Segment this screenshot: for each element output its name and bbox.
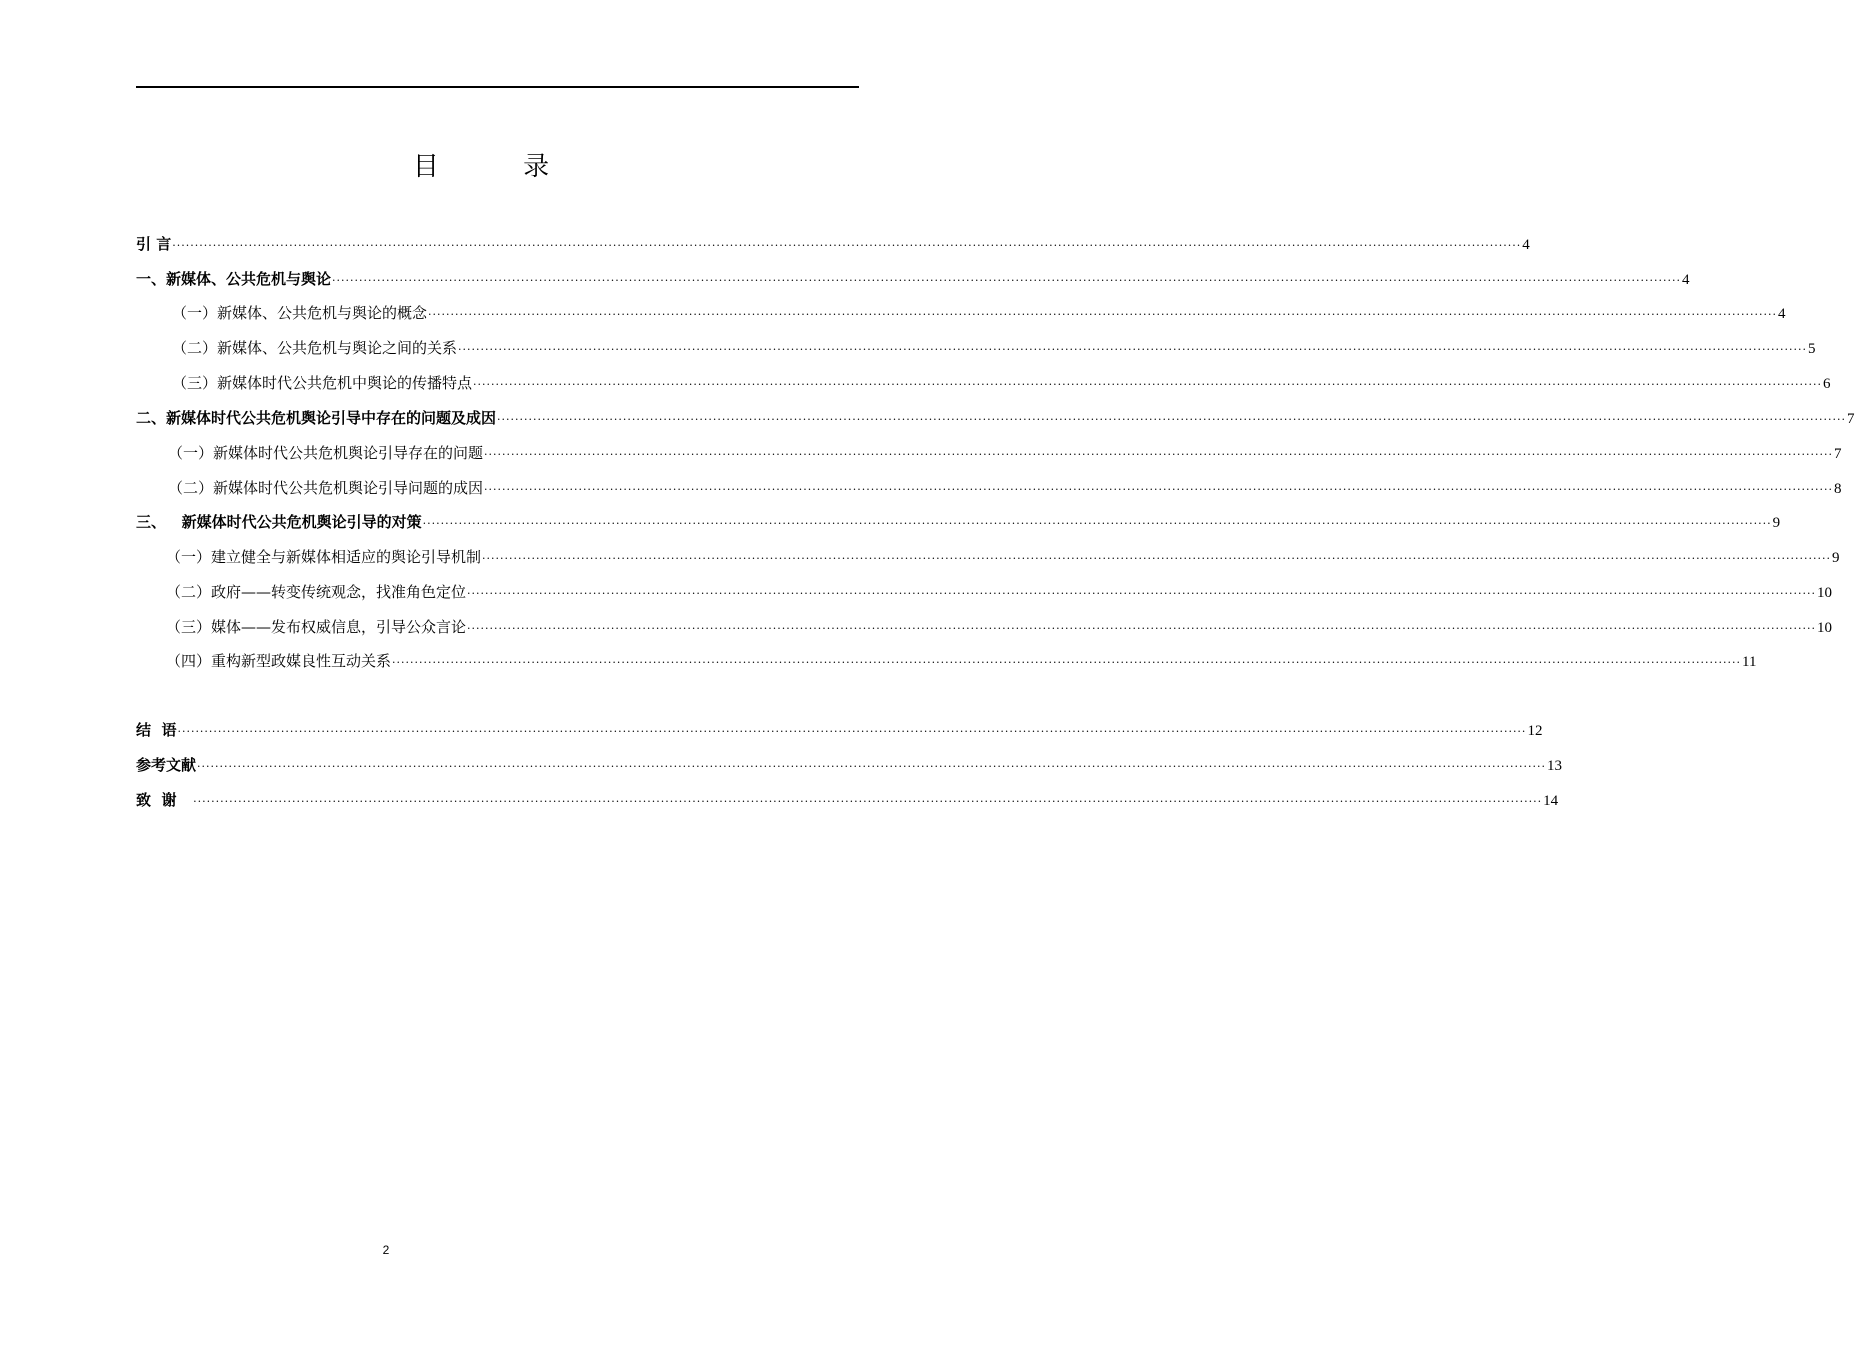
toc-entry-label: （一）建立健全与新媒体相适应的舆论引导机制 bbox=[166, 548, 482, 566]
toc-page-number: 4 bbox=[1778, 306, 1786, 322]
toc-page-number: 7 bbox=[1847, 411, 1855, 427]
dot-leader: ············································································································································································································································································································ bbox=[467, 587, 1816, 600]
toc-entry-label: 参考文献 bbox=[136, 756, 197, 774]
toc-entry-label: （二）新媒体、公共危机与舆论之间的关系 bbox=[172, 339, 458, 357]
toc-entry-label: （四）重构新型政媒良性互动关系 bbox=[166, 652, 392, 670]
toc-entry-label: （一）新媒体时代公共危机舆论引导存在的问题 bbox=[168, 444, 484, 462]
toc-page-number: 8 bbox=[1834, 481, 1842, 497]
dot-leader: ············································································································································································································································································································ bbox=[332, 274, 1681, 287]
toc-page-number: 13 bbox=[1547, 758, 1562, 774]
toc-page-number: 7 bbox=[1834, 446, 1842, 462]
dot-leader: ············································································································································································································································································································ bbox=[473, 378, 1822, 391]
toc-page-number: 4 bbox=[1682, 272, 1690, 288]
toc-page-number: 10 bbox=[1817, 585, 1832, 601]
dot-leader: ············································································································································································································································································································ bbox=[177, 725, 1527, 738]
toc-entry-section-2-1[interactable] bbox=[168, 441, 1842, 465]
dot-leader: ············································································································································································································································································································ bbox=[197, 760, 1546, 773]
header-rule bbox=[136, 86, 859, 88]
toc-entry-label: （三）新媒体时代公共危机中舆论的传播特点 bbox=[172, 374, 473, 392]
toc-page-number: 4 bbox=[1522, 237, 1530, 253]
dot-leader: ············································································································································································································································································································ bbox=[484, 448, 1833, 461]
dot-leader: ············································································································································································································································································································ bbox=[428, 308, 1777, 321]
toc-entry-label: 结 语 bbox=[136, 721, 177, 739]
toc-entry-label: （二）政府——转变传统观念，找准角色定位 bbox=[166, 583, 467, 601]
dot-leader: ············································································································································································································································································································ bbox=[458, 343, 1807, 356]
toc-entry-conclusion[interactable] bbox=[136, 718, 1543, 742]
toc-entry-label: （二）新媒体时代公共危机舆论引导问题的成因 bbox=[168, 479, 484, 497]
toc-page-number: 10 bbox=[1817, 620, 1832, 636]
toc-entry-acknowledgements[interactable] bbox=[136, 788, 1559, 812]
toc-page-number: 5 bbox=[1808, 341, 1816, 357]
toc-entry-section-2[interactable] bbox=[136, 406, 1855, 430]
toc-entry-section-1[interactable] bbox=[136, 267, 1690, 291]
toc-entry-label: （三）媒体——发布权威信息，引导公众言论 bbox=[166, 618, 467, 636]
toc-entry-section-3[interactable] bbox=[136, 510, 1781, 534]
toc-entry-section-1-2[interactable] bbox=[172, 336, 1816, 360]
toc-entry-references[interactable] bbox=[136, 753, 1562, 777]
toc-entry-intro[interactable] bbox=[136, 232, 1530, 256]
dot-leader: ············································································································································································································································································································ bbox=[172, 239, 1522, 252]
dot-leader: ············································································································································································································································································································ bbox=[422, 517, 1772, 530]
toc-page-number: 12 bbox=[1527, 723, 1543, 739]
dot-leader: ············································································································································································································································································································ bbox=[482, 552, 1831, 565]
dot-leader: ············································································································································································································································································································ bbox=[467, 622, 1816, 635]
toc-entry-label: 引 言 bbox=[136, 235, 172, 253]
toc-page-number: 6 bbox=[1823, 376, 1831, 392]
toc-entry-section-2-2[interactable] bbox=[168, 476, 1842, 500]
toc-entry-label: （一）新媒体、公共危机与舆论的概念 bbox=[172, 304, 428, 322]
dot-leader: ············································································································································································································································································································ bbox=[193, 795, 1543, 808]
toc-page-number: 14 bbox=[1543, 793, 1559, 809]
toc-entry-label: 致 谢 bbox=[136, 791, 193, 809]
toc-entry-label: 三、 新媒体时代公共危机舆论引导的对策 bbox=[136, 513, 422, 531]
dot-leader: ············································································································································································································································································································ bbox=[484, 483, 1833, 496]
toc-entry-section-3-3[interactable] bbox=[166, 615, 1832, 639]
toc-entry-section-3-4[interactable] bbox=[166, 649, 1757, 673]
toc-entry-label: 一、新媒体、公共危机与舆论 bbox=[136, 270, 332, 288]
toc-entry-label: 二、新媒体时代公共危机舆论引导中存在的问题及成因 bbox=[136, 409, 497, 427]
toc-entry-section-1-1[interactable] bbox=[172, 301, 1786, 325]
toc-entry-section-3-2[interactable] bbox=[166, 580, 1832, 604]
footer-page-number: 2 bbox=[382, 1243, 390, 1257]
toc-title: 目 录 bbox=[412, 152, 588, 182]
toc-entry-section-1-3[interactable] bbox=[172, 371, 1831, 395]
dot-leader: ············································································································································································································································································································ bbox=[497, 413, 1846, 426]
toc-page-number: 11 bbox=[1742, 654, 1757, 670]
toc-entry-section-3-1[interactable] bbox=[166, 545, 1840, 569]
dot-leader: ············································································································································································································································································································ bbox=[392, 656, 1741, 669]
toc-page-number: 9 bbox=[1772, 515, 1781, 531]
toc-page-number: 9 bbox=[1832, 550, 1840, 566]
